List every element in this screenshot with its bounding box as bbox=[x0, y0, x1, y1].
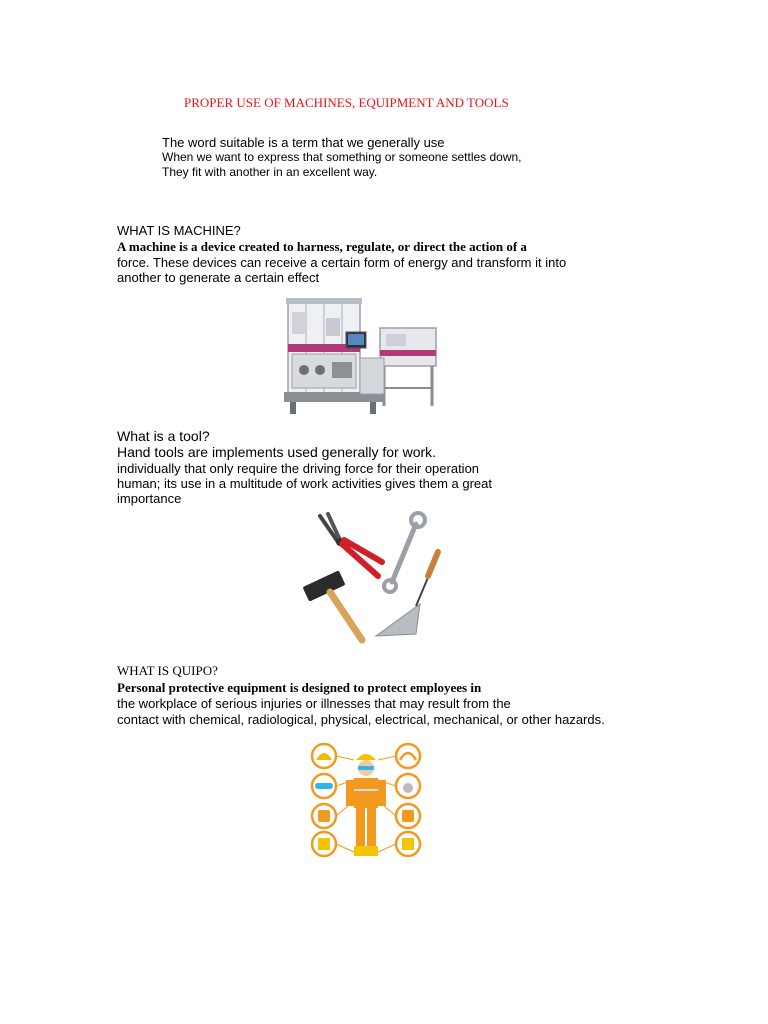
mask-icon bbox=[403, 783, 413, 793]
machine-image bbox=[282, 288, 442, 420]
intro-line-2: When we want to express that something or someone settles down, bbox=[162, 150, 522, 164]
equipment-text-line-1: the workplace of serious injuries or illnesses that may result from the bbox=[117, 696, 511, 711]
intro-line-3: They fit with another in an excellent way. bbox=[162, 165, 378, 179]
machine-text-line-2: another to generate a certain effect bbox=[117, 270, 320, 285]
hammer-icon bbox=[302, 570, 362, 640]
tool-text-line-2: individually that only require the driving force for their operation bbox=[117, 461, 480, 476]
hand-tools-image bbox=[298, 506, 444, 650]
equipment-heading: WHAT IS QUIPO? bbox=[117, 663, 218, 678]
tool-text-line-4: importance bbox=[117, 491, 182, 506]
tool-text-line-3: human; its use in a multitude of work activities gives them a great bbox=[117, 476, 493, 491]
machine-text-line-1: force. These devices can receive a certain form of energy and transform it into bbox=[117, 255, 567, 270]
helmet-icon bbox=[316, 753, 332, 760]
pliers-icon bbox=[320, 514, 382, 576]
tool-text-line-1: Hand tools are implements used generally for work. bbox=[117, 444, 437, 460]
trowel-icon bbox=[376, 552, 438, 636]
glove-right-icon bbox=[402, 810, 414, 822]
equipment-text-line-2: contact with chemical, radiological, physical, electrical, mechanical, or other hazards. bbox=[117, 712, 605, 727]
intro-line-1: The word suitable is a term that we generally use bbox=[162, 135, 445, 150]
page-title: PROPER USE OF MACHINES, EQUIPMENT AND TOOLS bbox=[184, 95, 509, 110]
gloves-icon bbox=[318, 810, 330, 822]
earmuffs-icon bbox=[400, 753, 416, 760]
boots-icon bbox=[318, 838, 330, 850]
ppe-image bbox=[296, 740, 436, 870]
worker-figure bbox=[346, 754, 386, 856]
boots-right-icon bbox=[402, 838, 414, 850]
wrench-icon bbox=[384, 513, 425, 592]
tool-heading: What is a tool? bbox=[117, 428, 210, 444]
machine-heading: WHAT IS MACHINE? bbox=[117, 223, 241, 238]
equipment-definition-bold: Personal protective equipment is designed to protect employees in bbox=[117, 680, 482, 695]
machine-definition-bold: A machine is a device created to harness, regulate, or direct the action of a bbox=[117, 239, 527, 254]
goggles-icon bbox=[315, 783, 333, 789]
